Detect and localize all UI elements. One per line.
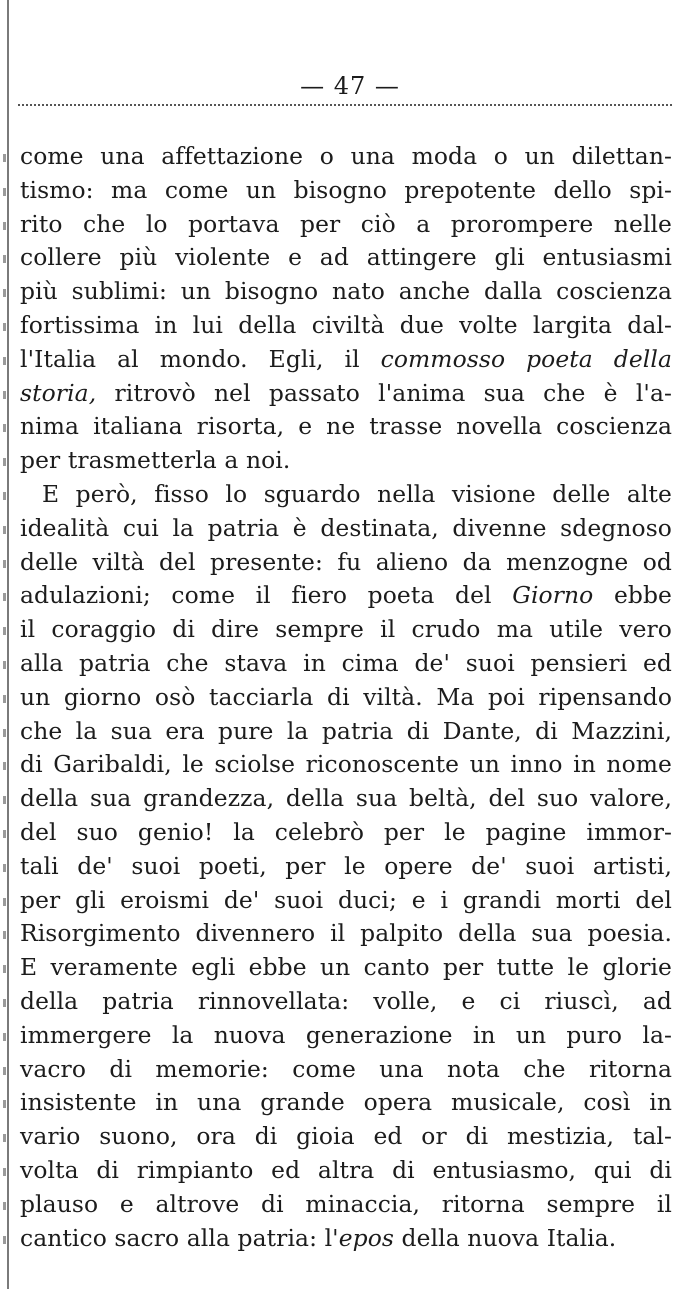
text-line: di Garibaldi, le sciolse riconoscente un inno in nome (20, 750, 672, 779)
text-line: insistente in una grande opera musicale, così in (20, 1088, 672, 1117)
text-line: vario suono, ora di gioia ed or di mestizia, tal- (20, 1122, 672, 1151)
gutter-speck (3, 492, 6, 500)
gutter-speck (3, 999, 6, 1007)
gutter-speck (3, 1067, 6, 1075)
text-line: idealità cui la patria è destinata, divenne sdegnoso (20, 513, 672, 542)
gutter-speck (3, 661, 6, 669)
text-segment: l'Italia al mondo. Egli, il (20, 344, 381, 373)
text-line: alla patria che stava in cima de' suoi pensieri ed (20, 648, 672, 677)
text-line: per gli eroismi de' suoi duci; e i grandi morti del (20, 885, 672, 914)
gutter-speck (3, 1236, 6, 1244)
text-segment: adulazioni; come il fiero poeta del (20, 581, 513, 610)
italic-phrase: Giorno (512, 581, 594, 610)
text-line: della patria rinnovellata: volle, e ci riuscì, ad (20, 986, 672, 1015)
gutter-speck (3, 1168, 6, 1176)
italic-phrase: commosso poeta della (380, 344, 672, 373)
gutter-speck (3, 391, 6, 399)
gutter-speck (3, 526, 6, 534)
text-line (20, 579, 672, 613)
text-segment: cantico sacro alla patria: l' (20, 1223, 339, 1252)
page-number: — 47 — (300, 72, 400, 100)
gutter-speck (3, 931, 6, 939)
gutter-speck (3, 323, 6, 331)
italic-phrase: epos (338, 1223, 395, 1252)
gutter-speck (3, 1100, 6, 1108)
gutter-speck (3, 1134, 6, 1142)
text-line: E veramente egli ebbe un canto per tutte le glorie (20, 953, 672, 982)
gutter-speck (3, 729, 6, 737)
text-line: tali de' suoi poeti, per le opere de' suoi artisti, (20, 851, 672, 880)
text-line: che la sua era pure la patria di Dante, di Mazzini, (20, 716, 672, 745)
gutter-speck (3, 222, 6, 230)
text-line: come una affettazione o una moda o un dilettan- (20, 142, 672, 170)
text-segment: ebbe (593, 581, 672, 610)
body-text (20, 140, 672, 1255)
gutter-speck (3, 188, 6, 196)
gutter-speck (3, 289, 6, 297)
gutter-speck (3, 255, 6, 263)
text-line (20, 1222, 672, 1256)
text-line: del suo genio! la celebrò per le pagine immor- (20, 817, 672, 846)
text-line: vacro di memorie: come una nota che ritorna (20, 1054, 672, 1083)
gutter-speck (3, 1033, 6, 1041)
text-line: plauso e altrove di minaccia, ritorna sempre il (20, 1189, 672, 1218)
text-line (20, 377, 672, 411)
text-line: un giorno osò tacciarla di viltà. Ma poi ripensando (20, 682, 672, 711)
text-line: il coraggio di dire sempre il crudo ma utile vero (20, 615, 672, 644)
text-line: tismo: ma come un bisogno prepotente dello spi- (20, 175, 672, 204)
text-line: delle viltà del presente: fu alieno da menzogne od (20, 547, 672, 576)
gutter-speck (3, 154, 6, 162)
gutter-scan-marks (0, 0, 14, 1289)
gutter-speck (3, 830, 6, 838)
gutter-speck (3, 424, 6, 432)
gutter-speck (3, 560, 6, 568)
gutter-speck (3, 796, 6, 804)
text-line: più sublimi: un bisogno nato anche dalla coscienza (20, 277, 672, 306)
text-line: volta di rimpianto ed altra di entusiasmo, qui di (20, 1155, 672, 1184)
text-line: Risorgimento divennero il palpito della sua poesia. (20, 919, 672, 948)
text-line: collere più violente e ad attingere gli entusiasmi (20, 243, 672, 272)
text-line: per trasmetterla a noi. (20, 446, 291, 475)
gutter-speck (3, 627, 6, 635)
gutter-speck (3, 593, 6, 601)
gutter-speck (3, 864, 6, 872)
gutter-speck (3, 898, 6, 906)
italic-phrase: storia, (20, 378, 97, 407)
text-segment: ritrovò nel passato l'anima sua che è l'a- (96, 378, 672, 407)
text-line: nima italiana risorta, e ne trasse novella coscienza (20, 412, 672, 441)
text-line: rito che lo portava per ciò a prorompere nelle (20, 209, 672, 238)
header-dotted-rule (18, 104, 672, 106)
text-line: immergere la nuova generazione in un puro la- (20, 1020, 672, 1049)
text-line: della sua grandezza, della sua beltà, del suo valore, (20, 784, 672, 813)
gutter-speck (3, 1202, 6, 1210)
gutter-speck (3, 965, 6, 973)
gutter-speck (3, 695, 6, 703)
gutter-speck (3, 357, 6, 365)
text-segment: della nuova Italia. (394, 1223, 617, 1252)
text-line (20, 343, 672, 377)
text-line: E però, fisso lo sguardo nella visione delle alte (42, 479, 672, 508)
gutter-speck (3, 458, 6, 466)
text-line: fortissima in lui della civiltà due volte largita dal- (20, 310, 672, 339)
gutter-speck (3, 762, 6, 770)
